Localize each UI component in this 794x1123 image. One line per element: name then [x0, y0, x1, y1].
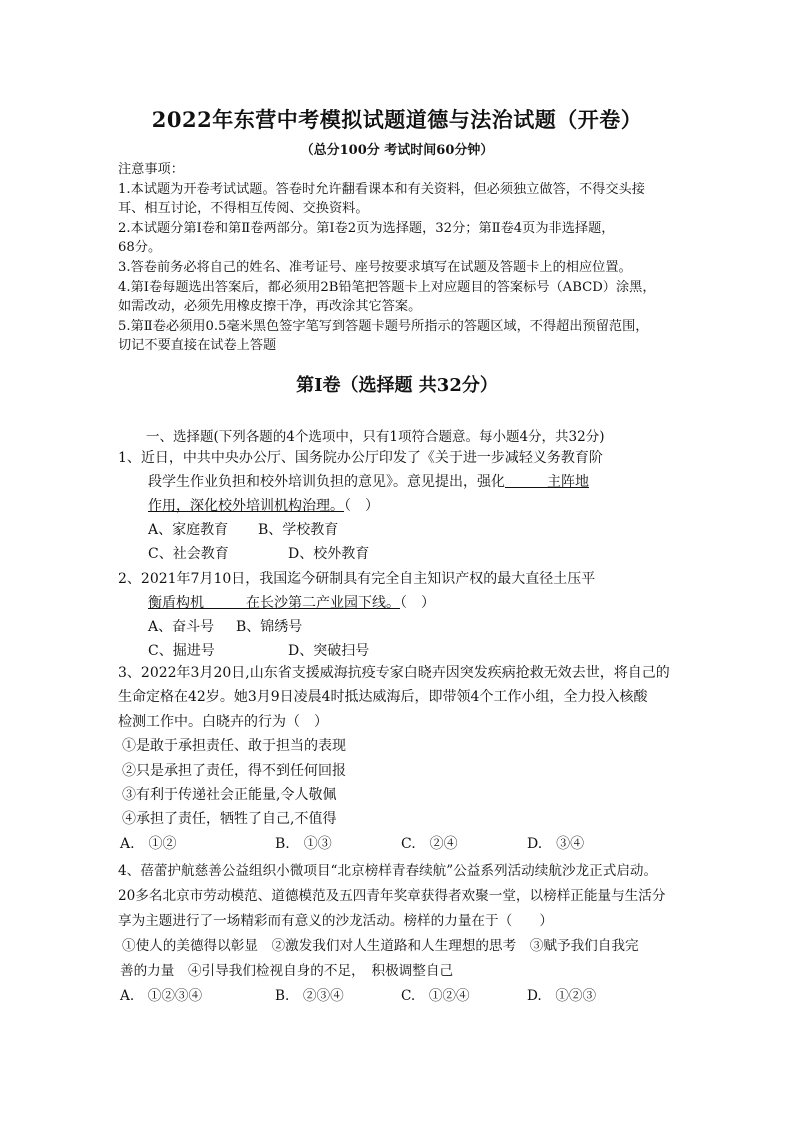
- option-d: D. ①②③: [527, 988, 597, 1004]
- notice-line: 切记不要直接在试卷上答题: [118, 338, 277, 354]
- question-1: [118, 446, 678, 566]
- notice-line: 3.答卷前务必将自己的姓名、准考证号、座号按要求填写在试题及答题卡上的相应位置。: [118, 259, 632, 275]
- question-text-part: 段学生作业负担和校外培训负担的意见》。意见提出，强化: [148, 474, 505, 490]
- question-text-underlined: 作用，深化校外培训机构治理。: [148, 498, 344, 514]
- question-4: [118, 859, 678, 1009]
- question-text: 3、2022年3月20日,山东省支援威海抗疫专家白晓卉因突发疾病抢救无效去世，将自己的: [118, 665, 670, 681]
- option-c: C、掘进号: [148, 643, 215, 659]
- question-text: 4、蓓蕾护航慈善公益组织小微项目“北京榜样青春续航”公益系列活动续航沙龙正式启动。: [118, 863, 658, 879]
- statement: ①使人的美德得以彰显 ②激发我们对人生道路和人生理想的思考 ③赋予我们自我完: [122, 938, 639, 954]
- question-text: 1、近日，中共中央办公厅、国务院办公厅印发了《关于进一步减轻义务教育阶: [118, 450, 603, 466]
- question-text-underlined: 衡盾构机＿＿＿在长沙第二产业园下线。: [148, 595, 400, 611]
- question-text: 生命定格在42岁。她3月9日凌晨4时抵达威海后，即带领4个工作小组，全力投入核酸: [118, 689, 648, 706]
- option-a: A. ①②: [120, 835, 177, 852]
- question-2: [118, 567, 678, 663]
- section-instructions: 一、选择题(下列各题的4个选项中，只有1项符合题意。每小题4分，共32分): [146, 429, 605, 445]
- question-text: 检测工作中。白晓卉的行为（ ）: [118, 713, 328, 730]
- question-text: 享为主题进行了一场精彩而有意义的沙龙活动。榜样的力量在于（ ）: [118, 913, 553, 929]
- notice-line: 68分。: [118, 240, 162, 256]
- exam-title: 2022年东营中考模拟试题道德与法治试题（开卷）: [151, 107, 643, 132]
- option-a: A、奋斗号: [148, 619, 215, 635]
- option-a: A. ①②③④: [120, 988, 203, 1004]
- options-row: [118, 832, 678, 856]
- statement: ①是敢于承担责任、敢于担当的表现: [122, 738, 346, 755]
- options-row: [118, 984, 678, 1009]
- option-d: D、校外教育: [288, 546, 370, 562]
- question-3: [118, 661, 678, 856]
- options-row: [118, 542, 678, 566]
- option-b: B. ②③④: [275, 988, 344, 1004]
- question-text: 2、2021年7月10日，我国迄今研制具有完全自主知识产权的最大直径土压平: [118, 571, 596, 587]
- option-c: C. ②④: [401, 835, 458, 852]
- option-b: B、锦绣号: [236, 619, 303, 635]
- exam-subtitle: （总分100分 考试时间60分钟）: [300, 143, 494, 158]
- option-a: A、家庭教育: [148, 522, 229, 538]
- options-row: [118, 639, 678, 663]
- option-b: B. ①③: [275, 835, 332, 852]
- statement: ②只是承担了责任，得不到任何回报: [122, 762, 346, 779]
- question-blank: ＿＿＿主阵地: [505, 474, 589, 490]
- question-text: [118, 470, 678, 494]
- notice-line: 4.第Ⅰ卷每题选出答案后，都必须用2B铅笔把答题卡上对应题目的答案标号（ABCD）涂黑，: [118, 279, 656, 295]
- notice-block: [118, 160, 678, 356]
- notice-line: 如需改动，必须先用橡皮擦干净，再改涂其它答案。: [118, 299, 422, 315]
- options-row: [118, 518, 678, 542]
- question-text: 20多名北京市劳动模范、道德模范及五四青年奖章获得者欢聚一堂，以榜样正能量与生活分: [118, 888, 666, 904]
- statement: ③有利于传递社会正能量,令人敬佩: [122, 787, 337, 804]
- option-d: D、突破扫号: [288, 643, 370, 659]
- notice-line: 5.第Ⅱ卷必须用0.5毫米黑色签字笔写到答题卡题号所指示的答题区域，不得超出预留范围，: [118, 318, 649, 334]
- statement: 善的力量 ④引导我们检视自身的不足， 积极调整自己: [120, 963, 454, 979]
- option-d: D. ③④: [527, 835, 585, 852]
- question-text: [118, 591, 678, 615]
- answer-parens: （ ）: [344, 498, 379, 514]
- question-text: [118, 494, 678, 518]
- notice-line: 2.本试题分第Ⅰ卷和第Ⅱ卷两部分。第Ⅰ卷2页为选择题，32分；第Ⅱ卷4页为非选择题，: [118, 220, 615, 236]
- section-title: 第Ⅰ卷（选择题 共32分）: [296, 375, 498, 396]
- notice-line: 耳、相互讨论，不得相互传阅、交换资料。: [118, 201, 369, 217]
- options-row: [118, 615, 678, 639]
- answer-parens: （ ）: [400, 595, 435, 611]
- notice-line: 1.本试题为开卷考试试题。答卷时允许翻看课本和有关资料，但必须独立做答，不得交头接: [118, 181, 645, 197]
- option-c: C、社会教育: [148, 546, 229, 562]
- option-b: B、学校教育: [258, 522, 339, 538]
- notice-heading: 注意事项：: [118, 162, 184, 177]
- statement: ④承担了责任，牺牲了自己,不值得: [122, 811, 337, 828]
- option-c: C. ①②④: [401, 988, 470, 1004]
